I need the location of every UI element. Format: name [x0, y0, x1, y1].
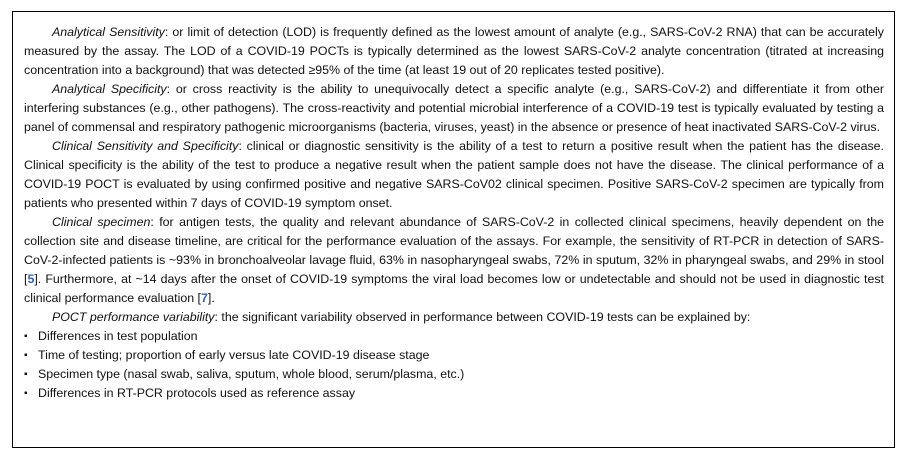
paragraph-text: : clinical or diagnostic sensitivity is the ability of a test to return a positive result when the patient has the disease. Clinical specificity is the ability of the test to produce a negative result when the patient sample does not have the disease. The clinical performance of a COVID-19 POCT is evaluated by using confirmed positive and negative SARS-CoV02 clinical specimen. Positive SARS-CoV-2 specimen are typically from patients who presented within 7 days of COVID-19 symptom onset. [24, 139, 884, 210]
term-clinical-specimen: Clinical specimen [52, 215, 151, 229]
paragraph-clinical-specimen [24, 213, 884, 308]
reference-link-7[interactable]: 7 [201, 291, 208, 305]
paragraph-text: : the significant variability observed in performance between COVID-19 tests can be explained by: [214, 310, 751, 324]
paragraph-analytical-sensitivity [24, 23, 884, 80]
paragraph-text: : or limit of detection (LOD) is frequently defined as the lowest amount of analyte (e.g., SARS-CoV-2 RNA) that can be accurately measured by the assay. The LOD of a COVID-19 POCTs is typically determined as the lowest SARS-CoV-2 analyte concentration (titrated at increasing concentration into a background) that was detected ≥95% of the time (at least 19 out of 20 replicates tested positive). [24, 25, 885, 77]
paragraph-text: ]. [207, 291, 215, 305]
variability-bullet-list [24, 327, 884, 403]
term-clinical-sensitivity-specificity: Clinical Sensitivity and Specificity [52, 139, 239, 153]
list-item: ▪ Time of testing; proportion of early versus late COVID-19 disease stage [24, 346, 884, 365]
paragraph-text: : for antigen tests, the quality and relevant abundance of SARS-CoV-2 in collected clinical specimens, heavily dependent on the collection site and disease timeline, are critical for the performance evaluation of the assays. For example, the sensitivity of RT-PCR in detection of SARS-CoV-2-infected patients is ~93% in bronchoalveolar lavage fluid, 63% in nasopharyngeal swabs, 72% in sputum, 32% in pharyngeal swabs, and 29% in stool [ [24, 215, 884, 286]
text-box [12, 11, 895, 448]
paragraph-poct-performance-variability [24, 308, 884, 327]
term-poct-performance-variability: POCT performance variability [52, 310, 215, 324]
term-analytical-specificity: Analytical Specificity [52, 82, 167, 96]
list-item: ▪ Differences in RT-PCR protocols used as reference assay [24, 384, 884, 403]
paragraph-text: ]. Furthermore, at ~14 days after the onset of COVID-19 symptoms the viral load becomes low or undetectable and should not be used in diagnostic test clinical performance evaluation [ [24, 272, 884, 305]
list-item: ▪ Differences in test population [24, 327, 884, 346]
list-item: ▪ Specimen type (nasal swab, saliva, sputum, whole blood, serum/plasma, etc.) [24, 365, 884, 384]
term-analytical-sensitivity: Analytical Sensitivity [52, 25, 165, 39]
paragraph-clinical-sensitivity-specificity [24, 137, 884, 213]
paragraph-analytical-specificity [24, 80, 884, 137]
reference-link-5[interactable]: 5 [27, 272, 35, 286]
paragraph-text: : or cross reactivity is the ability to unequivocally detect a specific analyte (e.g., SARS-CoV-2) and differentiate it from other interfering substances (e.g., other pathogens). The cross-reactivity and potential microbial interference of a COVID-19 test is typically evaluated by testing a panel of commensal and respiratory pathogenic microorganisms (bacteria, viruses, yeast) in the absence or presence of heat inactivated SARS-CoV-2 virus. [24, 82, 884, 134]
